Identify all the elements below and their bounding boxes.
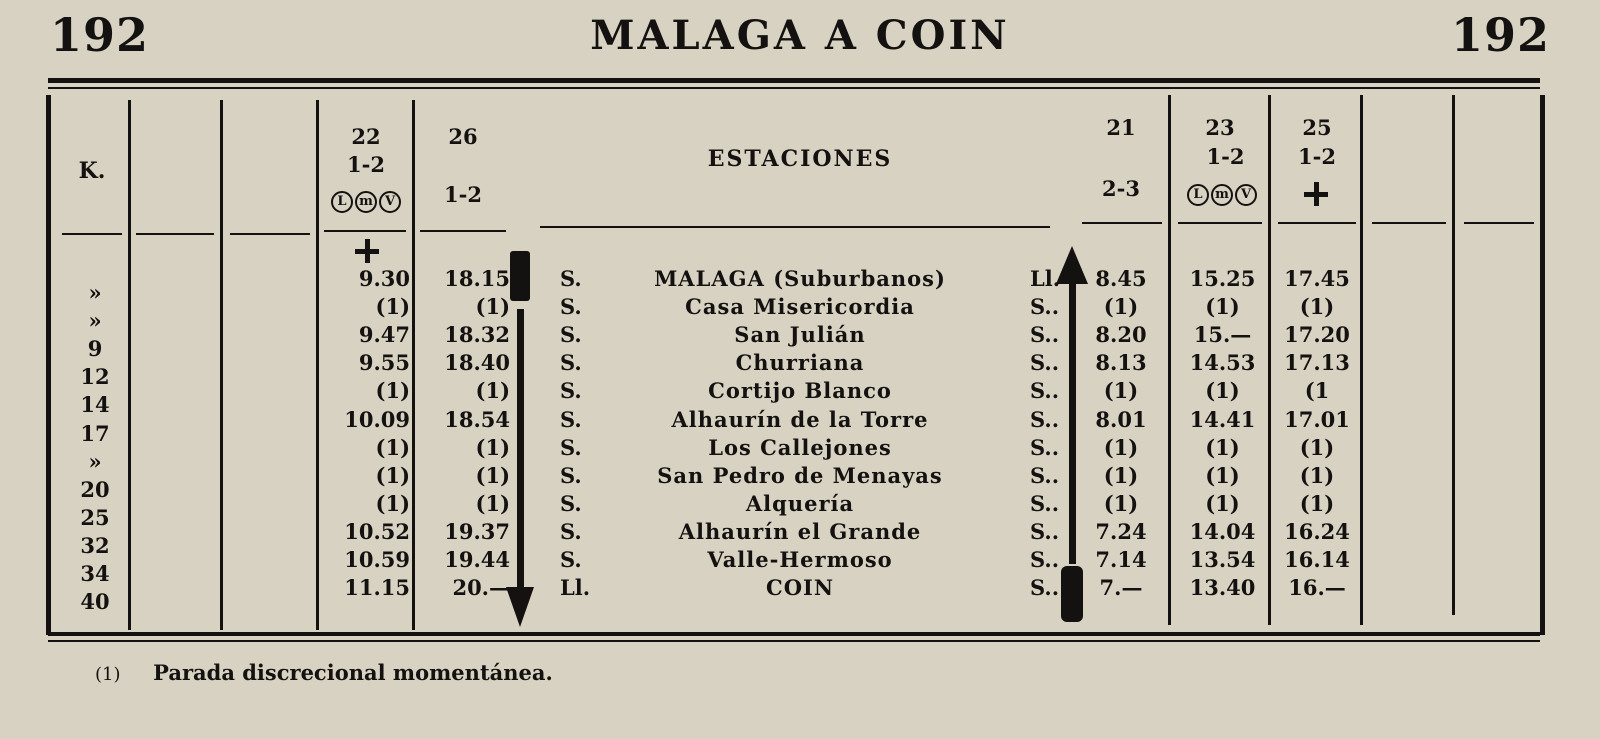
train-26-time: 19.37 <box>444 518 510 544</box>
train-25-time: 17.20 <box>1284 322 1350 348</box>
table-top-rule <box>48 78 1540 83</box>
maltese-cross-icon <box>1304 182 1328 210</box>
train-21-time: (1) <box>1103 434 1139 460</box>
train-23-time: 13.54 <box>1189 547 1256 572</box>
header-underline <box>1278 222 1356 224</box>
train-26-time: (1) <box>475 462 510 488</box>
table-row <box>0 518 1600 558</box>
page-title: MALAGA A COIN <box>590 12 1010 59</box>
service-mark-outbound: S. <box>560 490 582 516</box>
station-name: Casa Misericordia <box>685 294 915 320</box>
train-25-time: (1) <box>1299 434 1335 460</box>
train-21-time: 7.24 <box>1095 518 1147 544</box>
service-mark-return: S.. <box>1030 378 1060 404</box>
train-21-time: 7.14 <box>1095 547 1147 572</box>
header-underline <box>136 233 214 235</box>
day-letter: m <box>355 191 377 213</box>
train-23-time: (1) <box>1205 434 1240 460</box>
service-mark-return: Ll. <box>1030 266 1061 291</box>
train-25-number: 25 <box>1302 115 1332 140</box>
station-name: Churriana <box>735 350 865 376</box>
train-23-time: (1) <box>1205 378 1240 404</box>
header-underline <box>230 233 310 235</box>
train-25-time: (1) <box>1299 490 1335 516</box>
table-row <box>0 434 1600 474</box>
table-top-rule-thin <box>48 87 1540 89</box>
table-row <box>0 575 1600 615</box>
train-25-class: 1-2 <box>1298 144 1336 169</box>
km-cell: 34 <box>80 561 110 586</box>
station-name: MALAGA (Suburbanos) <box>654 266 946 291</box>
stations-header: ESTACIONES <box>707 146 893 172</box>
header-underline <box>1082 222 1162 224</box>
km-cell: 25 <box>80 504 110 530</box>
train-25-time: (1) <box>1299 294 1335 320</box>
service-mark-return: S.. <box>1030 322 1060 348</box>
train-21-time: 8.20 <box>1095 322 1147 348</box>
km-cell: » <box>88 448 102 474</box>
train-23-time: 14.04 <box>1189 518 1256 544</box>
train-21-time: (1) <box>1103 462 1139 488</box>
train-22-time: (1) <box>375 490 410 516</box>
table-row <box>0 294 1600 334</box>
footnote-text: Parada discrecional momentánea. <box>153 660 553 685</box>
table-row <box>0 490 1600 530</box>
station-name: Alhaurín el Grande <box>678 518 922 544</box>
train-26-time: 20.— <box>452 575 510 601</box>
service-mark-outbound: S. <box>560 434 582 460</box>
station-name: Alhaurín de la Torre <box>671 406 929 432</box>
service-mark-return: S.. <box>1030 350 1060 376</box>
service-mark-outbound: S. <box>560 406 582 432</box>
train-25-time: 16.14 <box>1284 547 1350 572</box>
train-23-days <box>1176 183 1268 206</box>
day-letter: V <box>379 191 401 213</box>
footnote-mark: (1) <box>95 664 121 685</box>
header-underline <box>1372 222 1446 224</box>
service-mark-outbound: S. <box>560 378 582 404</box>
train-26-time: 19.44 <box>444 547 510 572</box>
train-22-class: 1-2 <box>347 152 385 177</box>
train-21-time: (1) <box>1103 490 1139 516</box>
train-22-time: (1) <box>375 378 410 404</box>
train-26-time: 18.54 <box>444 406 510 432</box>
km-header: K. <box>78 158 106 184</box>
train-26-time: (1) <box>475 490 510 516</box>
train-26-time: 18.32 <box>444 322 510 348</box>
train-22-days <box>322 190 410 213</box>
train-23-time: 13.40 <box>1189 575 1256 601</box>
header-underline <box>1178 222 1262 224</box>
train-25-time: 17.45 <box>1284 266 1350 291</box>
service-mark-return: S.. <box>1030 547 1060 572</box>
service-mark-return: S.. <box>1030 490 1060 516</box>
service-mark-return: S.. <box>1030 462 1060 488</box>
km-cell: 9 <box>87 336 103 362</box>
km-cell: 17 <box>80 420 110 446</box>
maltese-cross-icon <box>355 239 379 267</box>
train-23-time: 14.53 <box>1189 350 1256 376</box>
service-mark-outbound: S. <box>560 547 582 572</box>
service-mark-return: S.. <box>1030 575 1060 601</box>
train-25-time: 16.— <box>1288 575 1346 601</box>
train-26-number: 26 <box>448 124 478 149</box>
train-25-time: (1) <box>1299 462 1335 488</box>
service-mark-outbound: S. <box>560 266 582 291</box>
header-underline <box>62 233 122 235</box>
table-row <box>0 350 1600 390</box>
train-21-time: (1) <box>1103 378 1139 404</box>
train-23-number: 23 <box>1205 115 1235 140</box>
train-26-time: (1) <box>475 434 510 460</box>
train-21-time: 8.45 <box>1095 266 1147 291</box>
service-mark-outbound: S. <box>560 462 582 488</box>
table-row <box>0 322 1600 362</box>
train-26-time: (1) <box>475 294 510 320</box>
header-underline <box>1464 222 1534 224</box>
service-mark-outbound: Ll. <box>560 575 591 601</box>
train-22-time: 10.59 <box>344 547 410 572</box>
service-mark-return: S.. <box>1030 294 1060 320</box>
train-21-time: 8.01 <box>1095 406 1147 432</box>
service-mark-return: S.. <box>1030 434 1060 460</box>
service-mark-outbound: S. <box>560 294 582 320</box>
train-21-class: 2-3 <box>1102 176 1140 201</box>
service-mark-return: S.. <box>1030 406 1060 432</box>
train-22-time: 9.55 <box>358 350 410 376</box>
page-number-right: 192 <box>1450 8 1550 62</box>
service-mark-outbound: S. <box>560 322 582 348</box>
train-22-time: (1) <box>375 462 410 488</box>
table-row <box>0 462 1600 502</box>
station-name: Los Callejones <box>708 434 892 460</box>
km-cell: » <box>88 280 102 305</box>
train-22-time: 11.15 <box>344 575 410 601</box>
train-21-time: 8.13 <box>1095 350 1147 376</box>
km-cell: 12 <box>80 364 110 390</box>
table-row <box>0 378 1600 418</box>
station-name: Alquería <box>745 490 855 516</box>
train-25-time: (1 <box>1304 378 1330 404</box>
footnote <box>95 660 553 685</box>
header-underline <box>324 230 406 232</box>
day-letter: L <box>1187 184 1209 206</box>
station-name: Cortijo Blanco <box>708 378 892 404</box>
train-26-time: (1) <box>475 378 510 404</box>
page-number-left: 192 <box>50 8 150 62</box>
train-23-time: 15.25 <box>1189 266 1256 291</box>
header-underline <box>420 230 506 232</box>
station-name: San Pedro de Menayas <box>657 462 943 488</box>
train-25-time: 17.01 <box>1284 406 1350 432</box>
train-21-number: 21 <box>1106 115 1136 140</box>
km-cell: 20 <box>80 476 110 502</box>
train-25-time: 16.24 <box>1284 518 1350 544</box>
train-23-time: 15.— <box>1193 322 1252 348</box>
km-cell: » <box>88 308 102 334</box>
train-23-time: (1) <box>1205 462 1240 488</box>
km-cell: 32 <box>80 532 110 558</box>
day-letter: L <box>331 191 353 213</box>
table-bottom-rule <box>48 632 1540 636</box>
table-bottom-rule-thin <box>48 640 1540 642</box>
train-26-class: 1-2 <box>444 182 482 207</box>
train-22-time: 9.47 <box>358 322 410 348</box>
header-underline <box>540 226 1050 228</box>
train-25-time: 17.13 <box>1284 350 1350 376</box>
train-21-time: (1) <box>1103 294 1139 320</box>
service-mark-outbound: S. <box>560 350 582 376</box>
service-mark-return: S.. <box>1030 518 1060 544</box>
train-23-time: 14.41 <box>1189 406 1256 432</box>
train-23-class: 1-2 <box>1206 144 1245 169</box>
train-23-time: (1) <box>1205 294 1240 320</box>
train-21-time: 7.— <box>1099 575 1143 601</box>
train-26-time: 18.40 <box>444 350 510 376</box>
train-22-time: 10.09 <box>344 406 410 432</box>
day-letter: m <box>1211 184 1233 206</box>
train-26-time: 18.15 <box>444 266 510 291</box>
km-cell: 40 <box>80 589 110 615</box>
day-letter: V <box>1235 184 1257 206</box>
train-22-number: 22 <box>351 124 381 149</box>
train-23-time: (1) <box>1205 490 1240 516</box>
train-22-time: (1) <box>375 294 410 320</box>
service-mark-outbound: S. <box>560 518 582 544</box>
train-22-time: (1) <box>375 434 410 460</box>
train-22-time: 10.52 <box>344 518 410 544</box>
table-row <box>0 406 1600 446</box>
table-row <box>0 547 1600 586</box>
table-row <box>0 266 1600 305</box>
station-name: Valle-Hermoso <box>707 547 893 572</box>
station-name: COIN <box>765 575 835 601</box>
km-cell: 14 <box>80 392 110 418</box>
train-22-time: 9.30 <box>358 266 410 291</box>
station-name: San Julián <box>734 322 866 348</box>
